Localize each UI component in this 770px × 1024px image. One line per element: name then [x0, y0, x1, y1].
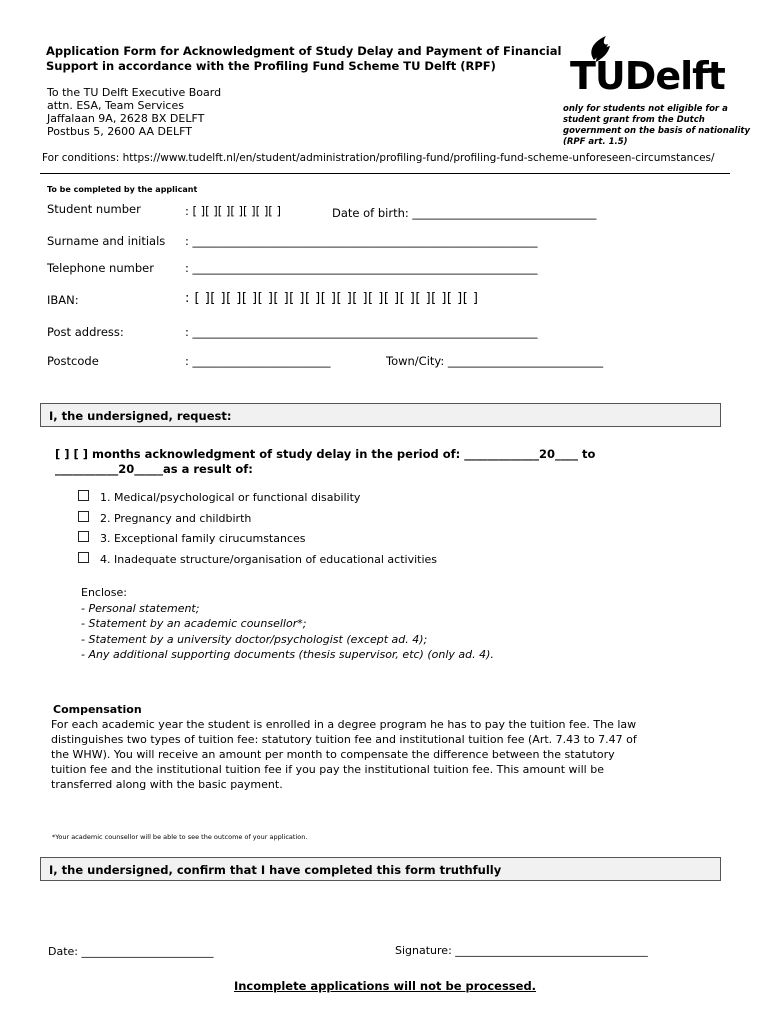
post-address-field[interactable]: : ____________________________________________________________ — [185, 325, 538, 339]
signature-field[interactable]: Signature: ___________________________________ — [395, 944, 648, 957]
address-line: To the TU Delft Executive Board — [47, 86, 222, 99]
option-1-checkbox[interactable] — [78, 490, 89, 501]
request-box — [40, 403, 721, 427]
enclose-item: - Any additional supporting documents (thesis supervisor, etc) (only ad. 4). — [81, 648, 494, 661]
request-period — [55, 447, 595, 477]
enclose-label: Enclose: — [81, 586, 127, 599]
option-4-checkbox[interactable] — [78, 552, 89, 563]
address-line: Jaffalaan 9A, 2628 BX DELFT — [47, 112, 205, 125]
compensation-text: For each academic year the student is enrolled in a degree program he has to pay the tuition fee. The law distinguishes two types of tuition fee: statutory tuition fee and institutional tuition fee (Art. 7.43 to 7.47 of the WHW). You will receive an amount per month to compensate the difference between the statutory tuition fee and the institutional tuition fee if you pay the institutional tuition fee. This amount will be transferred along with the basic payment. — [51, 718, 637, 791]
note-line: government on the basis of nationality — [563, 126, 750, 136]
footnote: *Your academic counsellor will be able to see the outcome of your application. — [52, 833, 308, 841]
enclose-item: - Statement by an academic counsellor*; — [81, 617, 307, 630]
form-title-line1: Application Form for Acknowledgment of Study Delay and Payment of Financial — [46, 44, 562, 58]
note-line: (RPF art. 1.5) — [563, 137, 628, 147]
option-2-label: 2. Pregnancy and childbirth — [100, 512, 252, 525]
option-1-label: 1. Medical/psychological or functional disability — [100, 491, 361, 504]
post-address-label: Post address: — [47, 325, 124, 339]
enclose-item: - Personal statement; — [81, 601, 200, 615]
student-number-field[interactable]: : [ ][ ][ ][ ][ ][ ][ ] — [185, 204, 281, 218]
option-4-label: 4. Inadequate structure/organisation of educational activities — [100, 553, 438, 566]
town-city-field[interactable]: Town/City: ___________________________ — [386, 354, 604, 368]
address-line: Postbus 5, 2600 AA DELFT — [47, 125, 192, 138]
date-of-birth-field[interactable]: Date of birth: ________________________________ — [332, 206, 597, 220]
tu-delft-logo — [566, 30, 746, 100]
option-2-checkbox[interactable] — [78, 511, 89, 522]
option-3-checkbox[interactable] — [78, 531, 89, 542]
surname-field[interactable]: : ____________________________________________________________ — [185, 234, 538, 248]
applicant-heading: To be completed by the applicant — [47, 185, 198, 194]
logo-text: TUDelft — [570, 54, 725, 98]
request-period-line2[interactable]: ___________20_____as a result of: — [55, 462, 253, 476]
postcode-field[interactable]: : ________________________ — [185, 354, 331, 368]
postcode-label: Postcode — [47, 354, 99, 368]
surname-label: Surname and initials — [47, 234, 166, 248]
option-3-label: 3. Exceptional family cirucumstances — [100, 532, 306, 545]
form-title-line2: Support in accordance with the Profiling Fund Scheme TU Delft (RPF) — [46, 59, 496, 73]
recipient-address — [47, 86, 221, 138]
iban-field[interactable]: : [ ][ ][ ][ ][ ][ ][ ][ ][ ][ ][ ][ ][ ][ ][ ][ ][ ][ ] — [185, 291, 479, 306]
enclose-list — [81, 585, 494, 663]
incomplete-warning: Incomplete applications will not be processed. — [233, 979, 537, 993]
form-title — [46, 44, 561, 74]
note-line: only for students not eligible for a — [563, 104, 728, 114]
student-number-label: Student number — [47, 202, 141, 216]
eligibility-note — [563, 104, 750, 148]
telephone-label: Telephone number — [47, 261, 154, 275]
compensation-heading: Compensation — [53, 703, 142, 716]
iban-label: IBAN: — [47, 293, 79, 307]
address-line: attn. ESA, Team Services — [47, 99, 184, 112]
date-field[interactable]: Date: ________________________ — [48, 945, 214, 958]
request-period-line1[interactable]: [ ] [ ] months acknowledgment of study delay in the period of: _____________20____ to — [55, 447, 596, 461]
telephone-field[interactable]: : ____________________________________________________________ — [185, 261, 538, 275]
note-line: student grant from the Dutch — [563, 115, 705, 125]
enclose-item: - Statement by a university doctor/psychologist (except ad. 4); — [81, 632, 428, 646]
divider — [40, 173, 730, 174]
confirm-box-title: I, the undersigned, confirm that I have completed this form truthfully — [49, 863, 502, 877]
request-box-title: I, the undersigned, request: — [49, 409, 232, 423]
confirm-box — [40, 857, 721, 881]
conditions-link[interactable]: For conditions: https://www.tudelft.nl/en/student/administration/profiling-fund/profiling-fund-scheme-unforeseen-circumstances/ — [42, 152, 715, 164]
